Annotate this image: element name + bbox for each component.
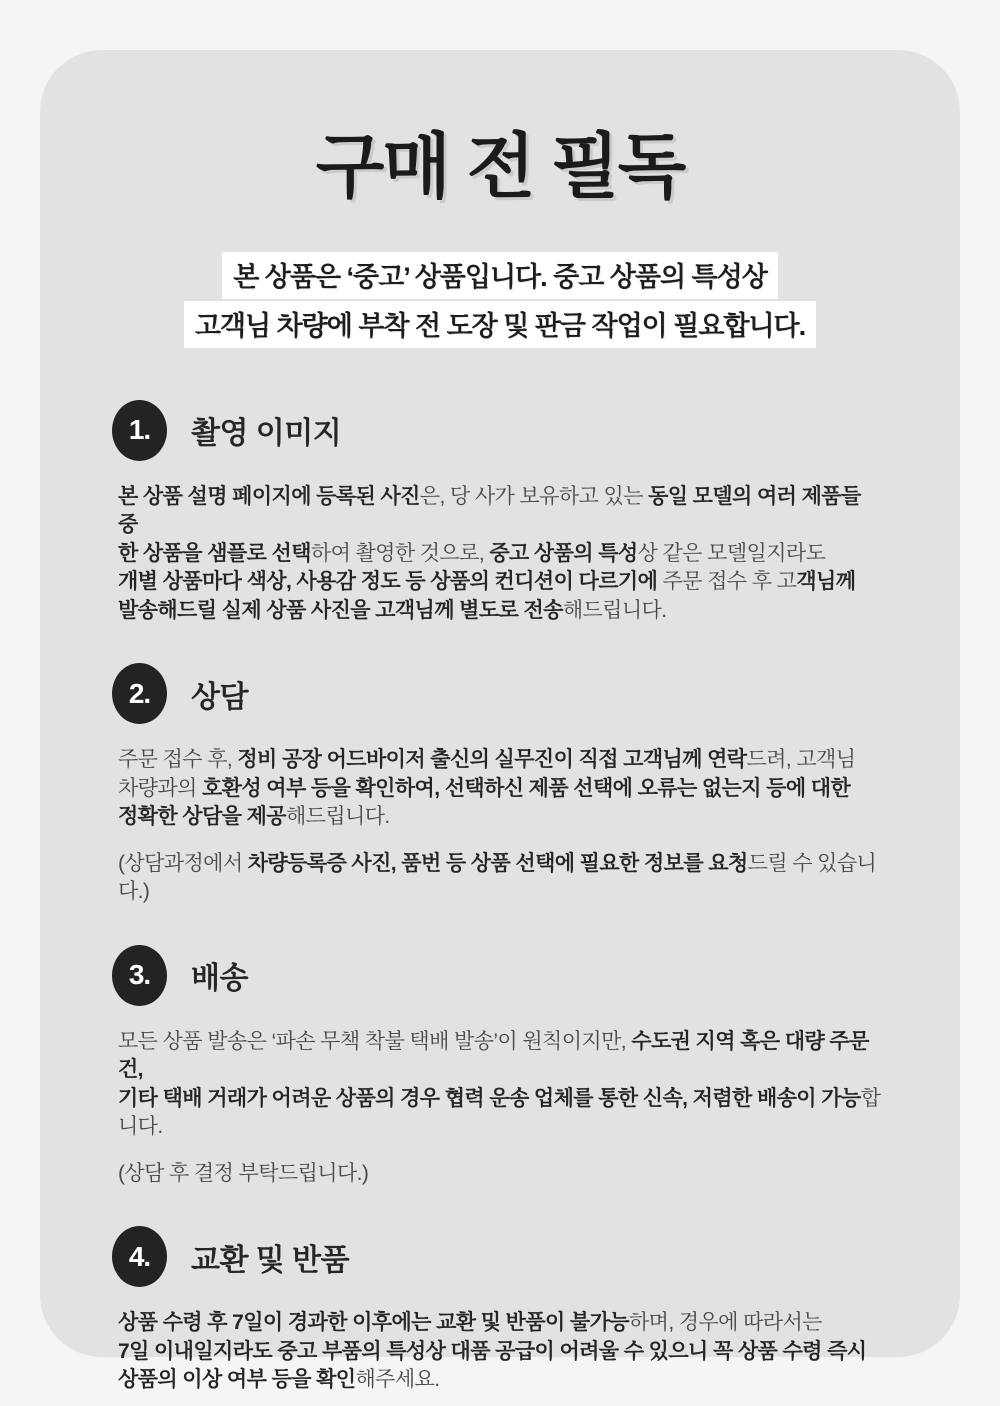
notice-card bbox=[40, 50, 960, 1392]
text-line bbox=[118, 1160, 882, 1189]
paragraph bbox=[118, 1028, 882, 1142]
bold-text-segment: 개별 상품마다 색상, 사용감 정도 등 상품의 컨디션이 다르기에 bbox=[118, 570, 658, 594]
subtitle bbox=[118, 252, 882, 348]
bold-text-segment: 수도권 지역 혹은 대량 주문 건, bbox=[118, 1029, 869, 1082]
text-segment: 해드립니다. bbox=[562, 598, 667, 622]
text-line bbox=[118, 746, 882, 775]
bold-text-segment: 한 상품을 샘플로 선택 bbox=[118, 541, 311, 565]
section-header bbox=[112, 400, 882, 461]
bold-text-segment: 정확한 상담을 제공 bbox=[118, 805, 286, 829]
bold-text-segment: 기타 택배 거래가 어려운 상품의 경우 협력 운송 업체를 통한 신속, 저렴한 배송이 가능 bbox=[118, 1086, 861, 1110]
bold-text-segment: 호환성 여부 등을 확인하여, 선택하신 제품 선택에 오류는 없는지 등에 대한 bbox=[201, 776, 851, 800]
section-body bbox=[118, 746, 882, 907]
section-body bbox=[118, 1309, 882, 1395]
section-number: 4. bbox=[128, 1240, 151, 1272]
text-segment: (상담 후 결정 부탁드립니다.) bbox=[118, 1161, 369, 1185]
bold-text-segment: 상품의 이상 여부 등을 확인 bbox=[118, 1368, 356, 1392]
section-number: 1. bbox=[128, 414, 151, 446]
bold-text-segment: 중고 상품의 특성 bbox=[489, 541, 638, 565]
paragraph bbox=[118, 850, 882, 907]
text-line bbox=[118, 597, 882, 626]
section-title: 상담 bbox=[191, 680, 248, 714]
subtitle-line: 본 상품은 ‘중고’ 상품입니다. 중고 상품의 특성상 bbox=[222, 252, 778, 299]
section-number: 2. bbox=[128, 677, 151, 709]
section-header bbox=[112, 1226, 882, 1287]
paragraph bbox=[118, 746, 882, 832]
text-line bbox=[118, 1028, 882, 1085]
paragraph bbox=[118, 1309, 882, 1395]
text-segment: 하며, 경우에 따라서는 bbox=[628, 1311, 822, 1335]
bold-text-segment: 객님께 bbox=[796, 570, 856, 594]
section-number: 3. bbox=[128, 959, 151, 991]
text-segment: 차량과의 bbox=[118, 776, 202, 800]
text-segment: 상 같은 모델일지라도 bbox=[637, 541, 826, 565]
sections bbox=[118, 400, 882, 1395]
text-line bbox=[118, 1338, 882, 1367]
section bbox=[118, 663, 882, 907]
text-segment: 드릴 수 있습니다.) bbox=[118, 851, 877, 904]
paragraph bbox=[118, 483, 882, 626]
text-line bbox=[118, 483, 882, 540]
bold-text-segment: 7일 이내일지라도 중고 부품의 특성상 대품 공급이 어려울 수 있으니 꼭 상품 수령 즉시 bbox=[118, 1339, 867, 1363]
section-title: 촬영 이미지 bbox=[191, 417, 342, 451]
text-segment: 은, 당 사가 보유하고 있는 bbox=[419, 484, 649, 508]
section-title: 교환 및 반품 bbox=[191, 1243, 350, 1277]
section-body bbox=[118, 483, 882, 626]
text-line bbox=[118, 775, 882, 804]
text-segment: 모든 상품 발송은 ‘파손 무책 착불 택배 발송’이 원칙이지만, bbox=[118, 1029, 632, 1053]
section-header bbox=[112, 663, 882, 724]
subtitle-line: 고객님 차량에 부착 전 도장 및 판금 작업이 필요합니다. bbox=[184, 301, 816, 348]
section-body bbox=[118, 1028, 882, 1189]
text-segment: 하여 촬영한 것으로, bbox=[310, 541, 490, 565]
bold-text-segment: 본 상품 설명 페이지에 등록된 사진 bbox=[118, 484, 420, 508]
text-segment: 드려, 고객님 bbox=[746, 748, 856, 772]
section bbox=[118, 945, 882, 1189]
bold-text-segment: 동일 모델의 여러 제품들 중 bbox=[118, 484, 861, 537]
section-number-badge bbox=[112, 663, 167, 724]
text-segment: 주문 접수 후 고 bbox=[657, 570, 797, 594]
text-line bbox=[118, 803, 882, 832]
text-segment: (상담과정에서 bbox=[118, 851, 248, 875]
section-number-badge bbox=[112, 945, 167, 1006]
page-title: 구매 전 필독 bbox=[315, 128, 685, 207]
text-segment: 주문 접수 후, bbox=[118, 748, 238, 772]
text-line bbox=[118, 1309, 882, 1338]
bold-text-segment: 정비 공장 어드바이저 출신의 실무진이 직접 고객님께 연락 bbox=[237, 748, 747, 772]
text-segment: 해주세요. bbox=[355, 1368, 440, 1392]
section bbox=[118, 400, 882, 626]
text-segment: 해드립니다. bbox=[285, 805, 390, 829]
subtitle-line-wrap bbox=[118, 301, 882, 348]
text-line bbox=[118, 568, 882, 597]
text-segment: 합니다. bbox=[118, 1086, 881, 1139]
bold-text-segment: 발송해드릴 실제 상품 사진을 고객님께 별도로 전송 bbox=[118, 598, 563, 622]
section-header bbox=[112, 945, 882, 1006]
bold-text-segment: 상품 수령 후 7일이 경과한 이후에는 교환 및 반품이 불가능 bbox=[118, 1311, 629, 1335]
section bbox=[118, 1226, 882, 1395]
text-line bbox=[118, 540, 882, 569]
paragraph bbox=[118, 1160, 882, 1189]
subtitle-line-wrap bbox=[118, 252, 882, 299]
text-line bbox=[118, 1366, 882, 1395]
section-number-badge bbox=[112, 1226, 167, 1287]
section-title: 배송 bbox=[191, 962, 248, 996]
section-number-badge bbox=[112, 400, 167, 461]
text-line bbox=[118, 850, 882, 907]
text-line bbox=[118, 1085, 882, 1142]
bold-text-segment: 차량등록증 사진, 품번 등 상품 선택에 필요한 정보를 요청 bbox=[247, 851, 748, 875]
